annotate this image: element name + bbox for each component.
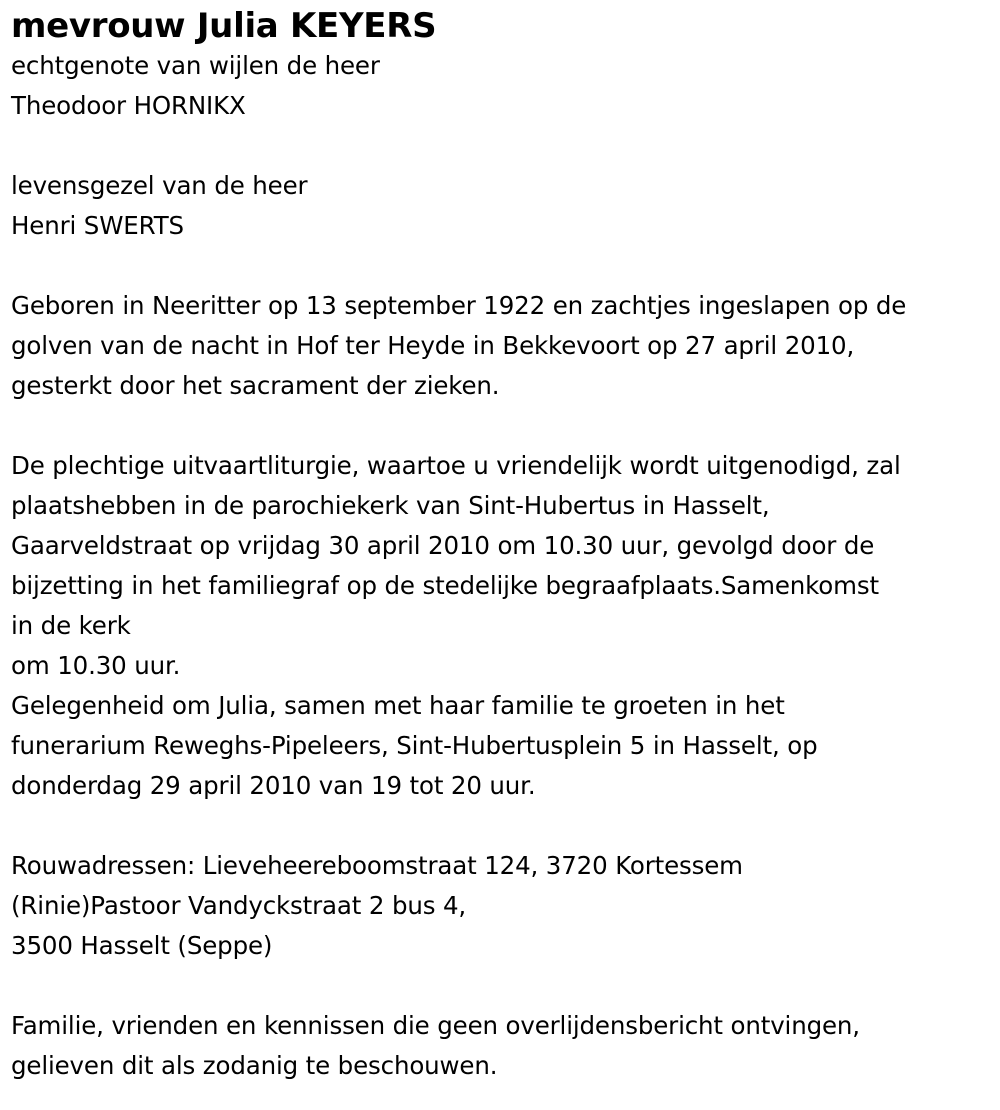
obituary-notice bbox=[11, 6, 996, 1086]
text-line: Familie, vrienden en kennissen die geen overlijdensbericht ontvingen, bbox=[11, 1011, 860, 1040]
spouse-section bbox=[11, 46, 996, 126]
closing-paragraph bbox=[11, 1006, 996, 1086]
address-line: Rouwadressen: Lieveheereboomstraat 124, 3720 Kortessem bbox=[11, 851, 743, 880]
partner-section bbox=[11, 166, 996, 246]
text-line: Gelegenheid om Julia, samen met haar familie te groeten in het bbox=[11, 691, 785, 720]
funeral-paragraph bbox=[11, 446, 996, 806]
spacer bbox=[11, 246, 996, 286]
text-line: om 10.30 uur. bbox=[11, 651, 181, 680]
deceased-name: mevrouw Julia KEYERS bbox=[11, 6, 437, 46]
text-line: Gaarveldstraat op vrijdag 30 april 2010 om 10.30 uur, gevolgd door de bbox=[11, 531, 875, 560]
text-line: plaatshebben in de parochiekerk van Sint-Hubertus in Hasselt, bbox=[11, 491, 770, 520]
partner-relation: levensgezel van de heer bbox=[11, 171, 308, 200]
address-line: (Rinie)Pastoor Vandyckstraat 2 bus 4, bbox=[11, 891, 467, 920]
text-line: funerarium Reweghs-Pipeleers, Sint-Hubertusplein 5 in Hasselt, op bbox=[11, 731, 818, 760]
birth-death-paragraph bbox=[11, 286, 996, 406]
text-line: gesterkt door het sacrament der zieken. bbox=[11, 371, 500, 400]
text-line: in de kerk bbox=[11, 611, 131, 640]
spacer bbox=[11, 806, 996, 846]
spacer bbox=[11, 406, 996, 446]
spacer bbox=[11, 126, 996, 166]
text-line: De plechtige uitvaartliturgie, waartoe u vriendelijk wordt uitgenodigd, zal bbox=[11, 451, 901, 480]
text-line: golven van de nacht in Hof ter Heyde in Bekkevoort op 27 april 2010, bbox=[11, 331, 855, 360]
addresses-paragraph bbox=[11, 846, 996, 966]
spacer bbox=[11, 966, 996, 1006]
address-line: 3500 Hasselt (Seppe) bbox=[11, 931, 273, 960]
text-line: Geboren in Neeritter op 13 september 1922 en zachtjes ingeslapen op de bbox=[11, 291, 907, 320]
text-line: bijzetting in het familiegraf op de stedelijke begraafplaats.Samenkomst bbox=[11, 571, 879, 600]
partner-name: Henri SWERTS bbox=[11, 211, 184, 240]
text-line: gelieven dit als zodanig te beschouwen. bbox=[11, 1051, 498, 1080]
spouse-relation: echtgenote van wijlen de heer bbox=[11, 51, 380, 80]
spouse-name: Theodoor HORNIKX bbox=[11, 91, 246, 120]
text-line: donderdag 29 april 2010 van 19 tot 20 uur. bbox=[11, 771, 536, 800]
